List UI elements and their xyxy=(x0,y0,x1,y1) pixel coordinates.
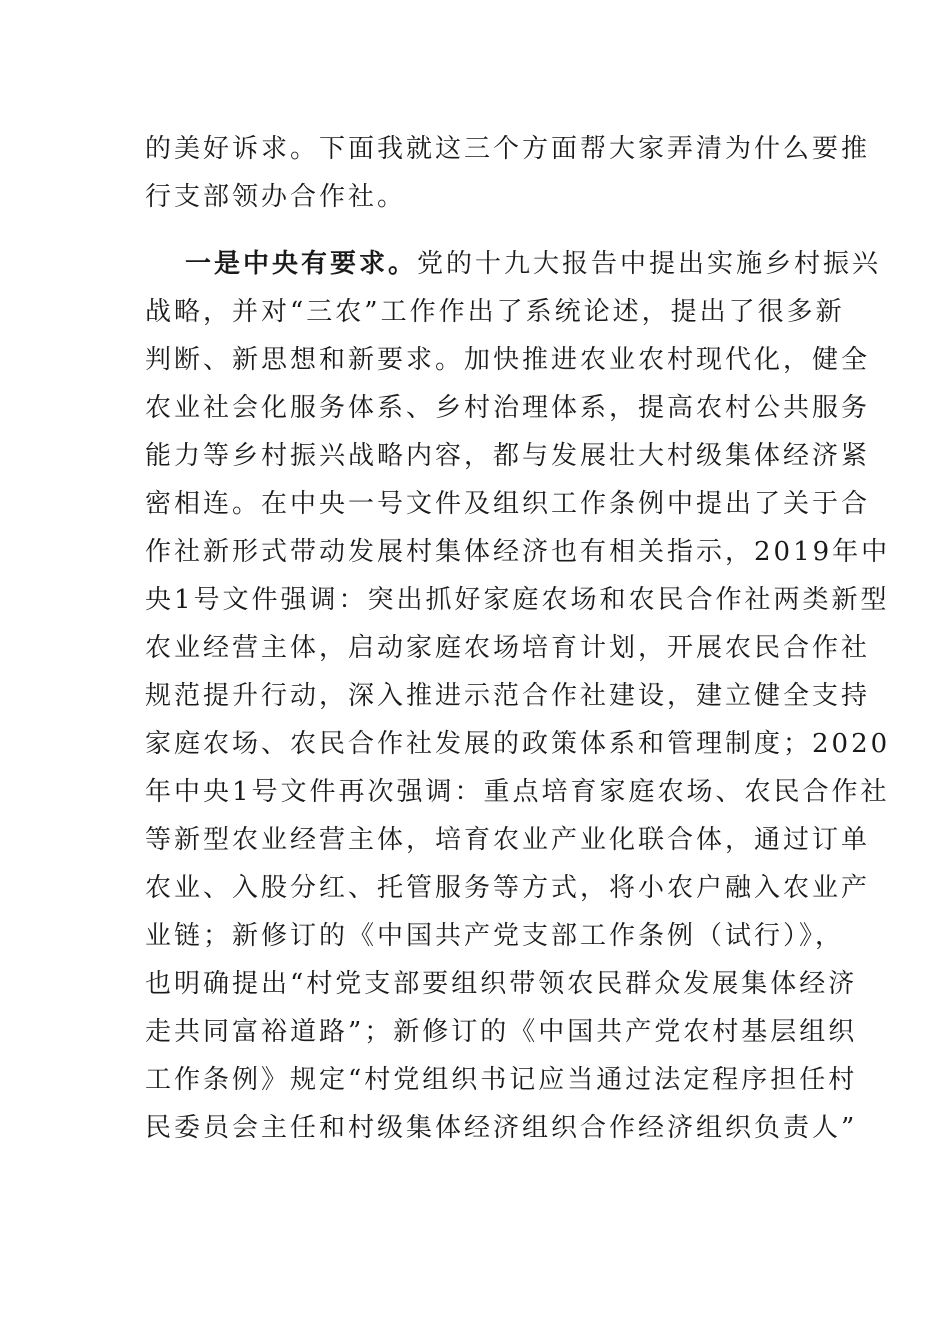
paragraph-line: 作社新形式带动发展村集体经济也有相关指示，2019年中 xyxy=(145,537,891,567)
paragraph-line: 能力等乡村振兴战略内容，都与发展壮大村级集体经济紧 xyxy=(145,441,871,471)
paragraph-line: 判断、新思想和新要求。加快推进农业农村现代化，健全 xyxy=(145,345,871,375)
paragraph-central-requirements xyxy=(145,240,891,1152)
paragraph-first-line-text: 党的十九大报告中提出实施乡村振兴 xyxy=(417,249,882,279)
paragraph-intro-end xyxy=(145,125,871,221)
paragraph-line: 农业经营主体，启动家庭农场培育计划，开展农民合作社 xyxy=(145,633,871,663)
paragraph-line: 年中央1号文件再次强调：重点培育家庭农场、农民合作社 xyxy=(145,777,890,807)
paragraph-line: 央1号文件强调：突出抓好家庭农场和农民合作社两类新型 xyxy=(145,585,890,615)
paragraph-line: 也明确提出“村党支部要组织带领农民群众发展集体经济 xyxy=(145,969,858,999)
paragraph-line: 走共同富裕道路”；新修订的《中国共产党农村基层组织 xyxy=(145,1017,858,1047)
paragraph-line: 行支部领办合作社。 xyxy=(145,182,407,212)
paragraph-line: 家庭农场、农民合作社发展的政策体系和管理制度；2020 xyxy=(145,729,891,759)
paragraph-line: 密相连。在中央一号文件及组织工作条例中提出了关于合 xyxy=(145,489,871,519)
paragraph-line: 业链；新修订的《中国共产党支部工作条例（试行）》， xyxy=(145,921,845,951)
paragraph-line: 规范提升行动，深入推进示范合作社建设，建立健全支持 xyxy=(145,681,871,711)
paragraph-line: 战略，并对“三农”工作作出了系统论述，提出了很多新 xyxy=(145,297,845,327)
paragraph-line: 农业、入股分红、托管服务等方式，将小农户融入农业产 xyxy=(145,873,871,903)
paragraph-line: 农业社会化服务体系、乡村治理体系，提高农村公共服务 xyxy=(145,393,871,423)
paragraph-line: 工作条例》规定“村党组织书记应当通过法定程序担任村 xyxy=(145,1065,858,1095)
paragraph-line: 的美好诉求。下面我就这三个方面帮大家弄清为什么要推 xyxy=(145,134,871,164)
paragraph-heading: 一是中央有要求。 xyxy=(185,249,418,279)
paragraph-line: 等新型农业经营主体，培育农业产业化联合体，通过订单 xyxy=(145,825,871,855)
paragraph-first-line xyxy=(145,240,882,288)
paragraph-line: 民委员会主任和村级集体经济组织合作经济组织负责人” xyxy=(145,1113,858,1143)
